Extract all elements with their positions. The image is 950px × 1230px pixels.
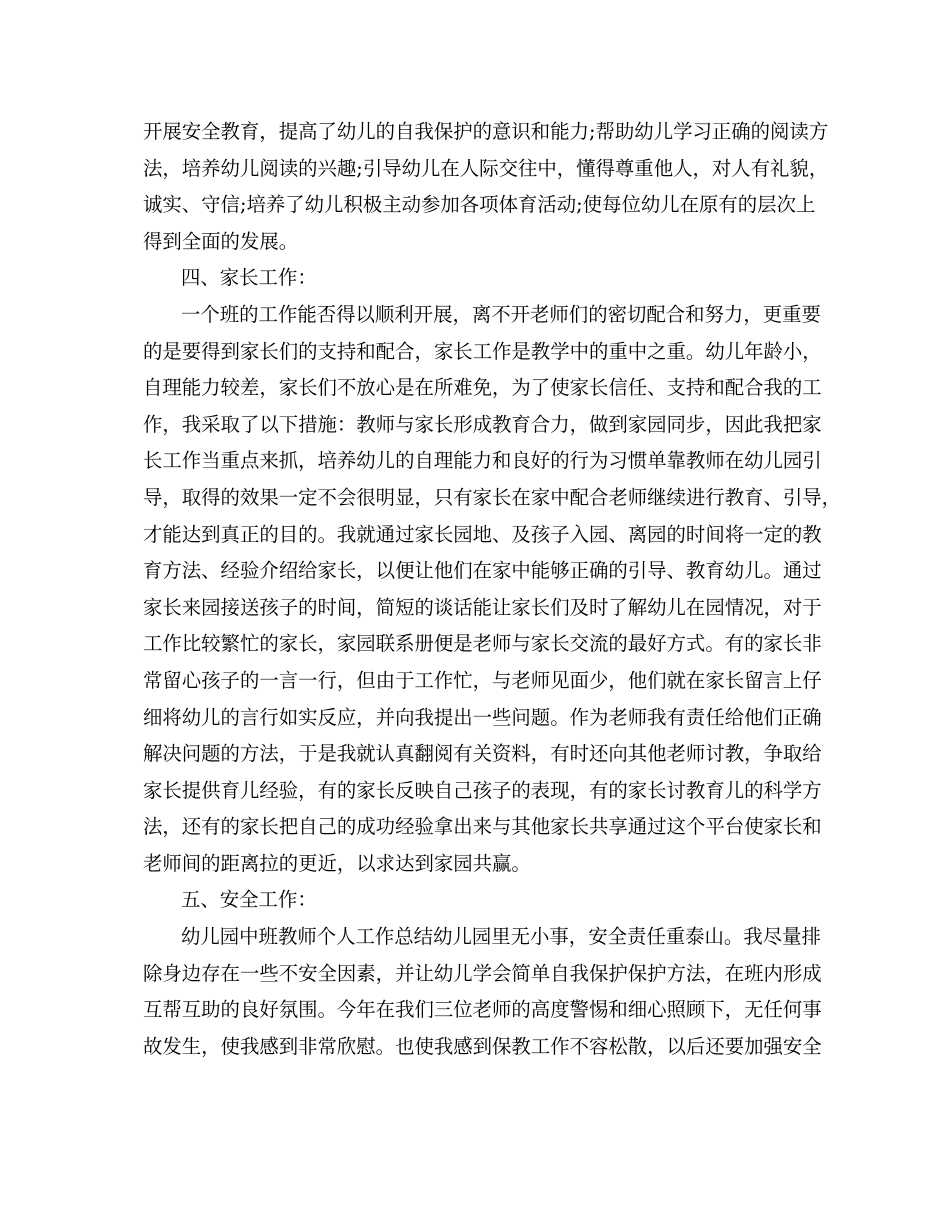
paragraph-p1	[143, 114, 829, 260]
text-line: 解决问题的方法，于是我就认真翻阅有关资料，有时还向其他老师讨教，争取给	[143, 742, 822, 766]
paragraph-h5	[143, 882, 807, 919]
paragraph-p3	[143, 919, 822, 1065]
text-line: 才能达到真正的目的。我就通过家长园地、及孩子入园、离园的时间将一定的教	[143, 522, 822, 546]
paragraph-p2	[143, 297, 842, 883]
text-line: 家长提供育儿经验，有的家长反映自己孩子的表现，有的家长讨教育儿的科学方	[143, 778, 822, 802]
text-line: 五、安全工作：	[181, 888, 317, 912]
paragraph-h4	[143, 260, 807, 297]
text-line: 法，还有的家长把自己的成功经验拿出来与其他家长共享通过这个平台使家长和	[143, 815, 822, 839]
text-line: 育方法、经验介绍给家长，以便让他们在家中能够正确的引导、教育幼儿。通过	[143, 559, 822, 583]
text-line: 自理能力较差，家长们不放心是在所难免，为了使家长信任、支持和配合我的工	[143, 376, 822, 400]
text-line: 诚实、守信;培养了幼儿积极主动参加各项体育活动;使每位幼儿在原有的层次上	[143, 193, 816, 217]
text-line: 老师间的距离拉的更近，以求达到家园共赢。	[143, 851, 531, 875]
text-line: 故发生，使我感到非常欣慰。也使我感到保教工作不容松散，以后还要加强安全	[143, 1034, 822, 1058]
text-line: 开展安全教育，提高了幼儿的自我保护的意识和能力;帮助幼儿学习正确的阅读方	[143, 120, 829, 143]
text-line: 四、家长工作：	[181, 266, 317, 290]
text-line: 法，培养幼儿阅读的兴趣;引导幼儿在人际交往中，懂得尊重他人，对人有礼貌，	[143, 156, 829, 180]
text-line: 作，我采取了以下措施：教师与家长形成教育合力，做到家园同步，因此我把家	[143, 412, 822, 436]
text-line: 一个班的工作能否得以顺利开展，离不开老师们的密切配合和努力，更重要	[181, 302, 821, 326]
text-line: 长工作当重点来抓，培养幼儿的自理能力和良好的行为习惯单靠教师在幼儿园引	[143, 449, 822, 473]
text-line: 家长来园接送孩子的时间，简短的谈话能让家长们及时了解幼儿在园情况，对于	[143, 595, 822, 619]
text-line: 导，取得的效果一定不会很明显，只有家长在家中配合老师继续进行教育、引导，	[143, 485, 842, 509]
text-line: 工作比较繁忙的家长，家园联系册便是老师与家长交流的最好方式。有的家长非	[143, 632, 822, 656]
text-line: 常留心孩子的一言一行，但由于工作忙，与老师见面少，他们就在家长留言上仔	[143, 668, 822, 692]
text-line: 得到全面的发展。	[143, 229, 299, 253]
text-line: 的是要得到家长们的支持和配合，家长工作是教学中的重中之重。幼儿年龄小，	[143, 339, 822, 363]
text-line: 细将幼儿的言行如实反应，并向我提出一些问题。作为老师我有责任给他们正确	[143, 705, 822, 729]
text-line: 幼儿园中班教师个人工作总结幼儿园里无小事，安全责任重泰山。我尽量排	[181, 925, 821, 949]
document-page	[143, 114, 842, 1065]
text-line: 除身边存在一些不安全因素，并让幼儿学会简单自我保护保护方法，在班内形成	[143, 961, 822, 985]
text-line: 互帮互助的良好氛围。今年在我们三位老师的高度警惕和细心照顾下，无任何事	[143, 998, 822, 1022]
